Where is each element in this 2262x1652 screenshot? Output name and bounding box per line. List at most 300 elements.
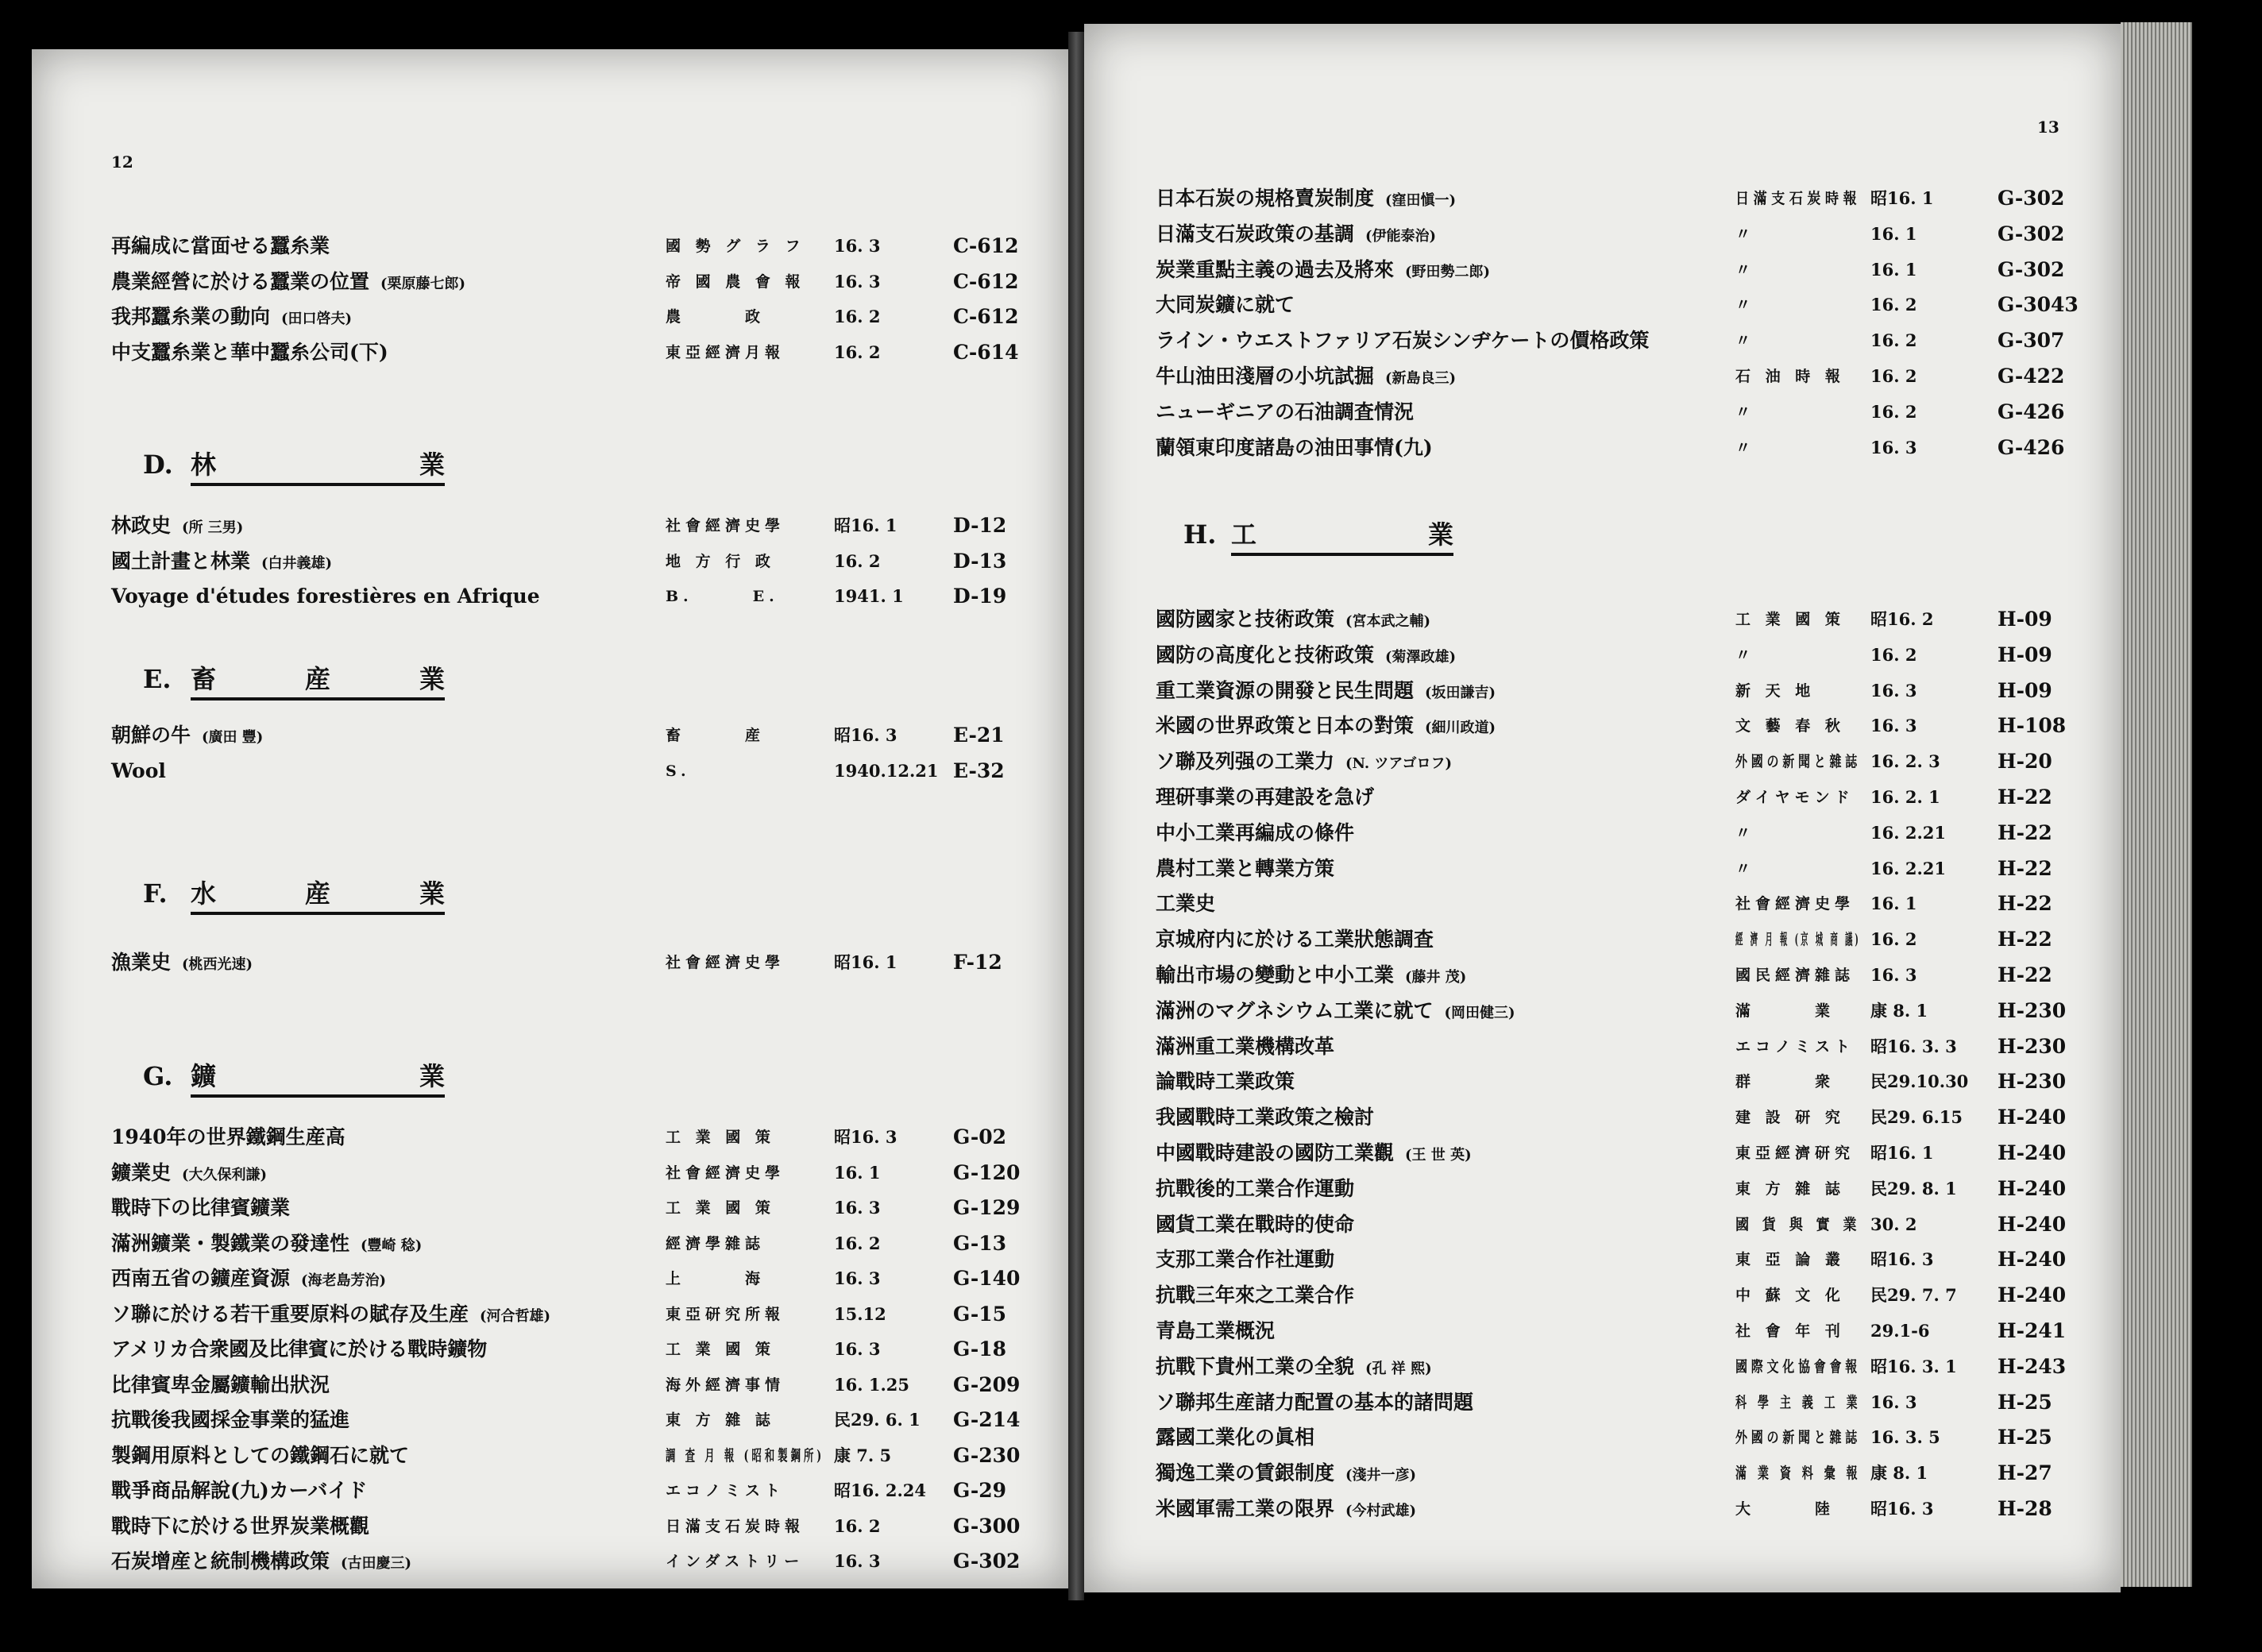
entry-source: 社 會 年 刊 bbox=[1735, 1322, 1845, 1340]
left-page-entries bbox=[32, 49, 1068, 1588]
entry-source: 工 業 國 策 bbox=[666, 1341, 775, 1358]
entry-code: H-243 bbox=[1998, 1354, 2067, 1378]
entry-title-wrap bbox=[1156, 817, 1354, 849]
section-name-char: 林 bbox=[191, 450, 217, 480]
entry-title-wrap bbox=[111, 1475, 367, 1507]
section-name-char: 業 bbox=[419, 450, 445, 480]
index-entry bbox=[32, 1369, 1068, 1401]
entry-title: 1940年の世界鐵鋼生産高 bbox=[111, 1125, 345, 1148]
entry-title-wrap bbox=[1156, 1422, 1314, 1453]
entry-title-wrap bbox=[1156, 675, 1496, 709]
entry-title-wrap bbox=[1156, 1493, 1416, 1527]
entry-date: 民29. 8. 1 bbox=[1870, 1178, 1957, 1198]
entry-title-wrap bbox=[1156, 254, 1490, 288]
index-entry bbox=[32, 510, 1068, 542]
index-entry bbox=[1084, 432, 2121, 464]
section-name-char: 産 bbox=[304, 878, 330, 909]
entry-source: 社會經濟史學 bbox=[666, 1164, 786, 1182]
entry-source: 帝 國 農 會 報 bbox=[666, 272, 805, 291]
index-entry bbox=[1084, 254, 2121, 286]
leader-dots bbox=[555, 1299, 635, 1330]
entry-title: ソ聯邦生産諸力配置の基本的諸問題 bbox=[1156, 1390, 1474, 1414]
entry-code: H-240 bbox=[1998, 1176, 2067, 1200]
entry-source: 社會經濟史學 bbox=[666, 954, 786, 971]
entry-date: 16. 3 bbox=[1870, 1391, 1917, 1412]
leader-dots bbox=[350, 1121, 635, 1153]
entry-source: 石 油 時 報 bbox=[1735, 368, 1845, 385]
entry-source: 海外經濟事情 bbox=[666, 1376, 786, 1394]
entry-title-wrap bbox=[111, 546, 332, 580]
leader-dots bbox=[354, 1404, 635, 1436]
leader-dots bbox=[1461, 183, 1712, 214]
entry-date: 16. 2 bbox=[834, 1233, 881, 1253]
entry-title-wrap bbox=[1156, 639, 1456, 674]
entry-code: G-209 bbox=[953, 1372, 1021, 1396]
leader-dots bbox=[1461, 639, 1712, 671]
entry-code: H-22 bbox=[1998, 820, 2052, 844]
entry-title: 滿洲のマグネシウム工業に就て bbox=[1156, 998, 1434, 1022]
entry-title: 國土計畫と林業 bbox=[111, 549, 251, 573]
entry-title: 我邦蠶糸業の動向 bbox=[111, 305, 271, 328]
entry-date: 16. 1 bbox=[1870, 223, 1917, 244]
entry-title: 日本石炭の規格賣炭制度 bbox=[1156, 187, 1375, 210]
entry-source: 中 蘇 文 化 bbox=[1735, 1287, 1845, 1305]
entry-date: 昭16. 3 bbox=[1870, 1499, 1934, 1519]
entry-date: 昭16. 1 bbox=[1870, 1143, 1934, 1163]
entry-title-wrap bbox=[1156, 1387, 1473, 1418]
leader-dots bbox=[268, 720, 635, 751]
entry-author: (田口啓夫) bbox=[281, 311, 353, 327]
index-entry bbox=[32, 337, 1068, 369]
entry-source: 東亞經濟研究 bbox=[1735, 1144, 1855, 1162]
entry-title: 蘭領東印度諸島の油田事情(九) bbox=[1156, 435, 1433, 459]
entry-date: 昭16. 1 bbox=[834, 952, 897, 972]
entry-title: 再編成に當面せる蠶糸業 bbox=[111, 234, 330, 257]
entry-title-wrap bbox=[111, 1511, 369, 1542]
entry-source: 外國の新聞と雜誌 bbox=[1735, 753, 1862, 771]
leader-dots bbox=[1379, 782, 1712, 813]
entry-author: (白井義雄) bbox=[261, 554, 333, 572]
page-edges bbox=[2121, 22, 2192, 1587]
entry-source: 〃 bbox=[1735, 646, 1756, 664]
entry-source: エコノミスト bbox=[1735, 1037, 1855, 1056]
entry-author: (宮本武之輔) bbox=[1345, 613, 1431, 630]
entry-source: 新 天 地 bbox=[1735, 681, 1816, 700]
entry-title-wrap bbox=[111, 337, 388, 369]
entry-date: 16. 3. 5 bbox=[1870, 1427, 1940, 1448]
leader-dots bbox=[272, 1157, 635, 1189]
entry-date: 16. 2 bbox=[1870, 644, 1917, 665]
entry-title-wrap bbox=[111, 1121, 345, 1153]
page-number-right: 13 bbox=[2037, 118, 2059, 137]
entry-title: Wool bbox=[111, 758, 166, 782]
entry-source: 工 業 國 策 bbox=[666, 1129, 775, 1146]
entry-code: H-09 bbox=[1998, 608, 2052, 631]
index-entry bbox=[1084, 888, 2121, 920]
entry-source: 上 海 bbox=[666, 1270, 766, 1287]
index-entry bbox=[32, 720, 1068, 751]
entry-title-wrap bbox=[1156, 853, 1334, 885]
index-entry bbox=[32, 1334, 1068, 1365]
entry-code: G-307 bbox=[1998, 329, 2065, 353]
leader-dots bbox=[334, 230, 635, 262]
section-name-char: 業 bbox=[1427, 519, 1453, 550]
entry-title-wrap bbox=[1156, 325, 1649, 357]
entry-code: H-22 bbox=[1998, 963, 2052, 986]
entry-code: G-426 bbox=[1998, 399, 2065, 423]
entry-code: G-15 bbox=[953, 1302, 1006, 1326]
leader-dots bbox=[1359, 817, 1712, 849]
entry-source: 文 藝 春 秋 bbox=[1735, 717, 1845, 735]
entry-title-wrap bbox=[1156, 1102, 1374, 1133]
index-entry bbox=[32, 1511, 1068, 1542]
leader-dots bbox=[1220, 888, 1712, 920]
entry-title-wrap bbox=[1156, 710, 1496, 744]
index-entry bbox=[32, 1440, 1068, 1472]
entry-code: G-3043 bbox=[1998, 293, 2079, 317]
index-entry bbox=[1084, 995, 2121, 1027]
index-entry bbox=[32, 1475, 1068, 1507]
entry-title-wrap bbox=[111, 1299, 550, 1333]
entry-code: H-22 bbox=[1998, 892, 2052, 916]
entry-date: 16. 3 bbox=[834, 1198, 881, 1218]
index-entry bbox=[1084, 710, 2121, 742]
entry-title: 國防國家と技術政策 bbox=[1156, 608, 1335, 631]
section-letter: H. bbox=[1183, 519, 1217, 550]
index-entry bbox=[32, 546, 1068, 577]
entry-code: H-22 bbox=[1998, 785, 2052, 809]
entry-author: (N. ツアゴロフ) bbox=[1345, 755, 1452, 773]
index-entry bbox=[1084, 782, 2121, 813]
entry-title: 理研事業の再建設を急げ bbox=[1156, 785, 1375, 809]
entry-title: 西南五省の鑛産資源 bbox=[111, 1267, 291, 1290]
right-page bbox=[1084, 24, 2121, 1592]
entry-code: H-25 bbox=[1998, 1426, 2052, 1449]
index-entry bbox=[1084, 325, 2121, 357]
entry-title-wrap bbox=[1156, 924, 1434, 955]
entry-title: 獨逸工業の賃銀制度 bbox=[1156, 1461, 1335, 1485]
entry-title: 國貨工業在戰時的使命 bbox=[1156, 1212, 1355, 1236]
section-letter: F. bbox=[143, 878, 168, 909]
entry-date: 16. 2 bbox=[1870, 330, 1917, 351]
entry-title-wrap bbox=[111, 947, 253, 981]
entry-author: (孔 祥 熙) bbox=[1365, 1360, 1432, 1377]
index-entry bbox=[32, 1299, 1068, 1330]
leader-dots bbox=[1461, 361, 1712, 392]
entry-date: 16. 1 bbox=[1870, 259, 1917, 280]
entry-author: (野田勢二郎) bbox=[1405, 263, 1491, 280]
entry-title: ソ聯に於ける若干重要原料の賦存及生産 bbox=[111, 1302, 469, 1326]
entry-title-wrap bbox=[111, 755, 166, 787]
entry-code: G-300 bbox=[953, 1514, 1021, 1538]
entry-source: 工 業 國 策 bbox=[666, 1199, 775, 1217]
entry-title: 石炭增産と統制機構政策 bbox=[111, 1550, 330, 1573]
index-entry bbox=[1084, 289, 2121, 321]
entry-date: 16. 1 bbox=[834, 1162, 881, 1183]
entry-title-wrap bbox=[111, 510, 243, 544]
leader-dots bbox=[1500, 710, 1712, 742]
leader-dots bbox=[1299, 1066, 1712, 1098]
entry-author: (藤井 茂) bbox=[1405, 969, 1467, 986]
leader-dots bbox=[1435, 604, 1712, 635]
index-entry bbox=[1084, 183, 2121, 214]
entry-title: 中國戰時建設の國防工業觀 bbox=[1156, 1141, 1395, 1164]
leader-dots bbox=[357, 301, 635, 333]
entry-title-wrap bbox=[111, 1404, 349, 1436]
entry-title-wrap bbox=[1156, 183, 1456, 217]
index-entry bbox=[32, 755, 1068, 787]
index-entry bbox=[1084, 396, 2121, 428]
leader-dots bbox=[492, 1334, 635, 1365]
entry-code: C-612 bbox=[953, 269, 1019, 293]
entry-author: (細川政道) bbox=[1425, 720, 1496, 737]
section-name bbox=[191, 661, 445, 701]
entry-title-wrap bbox=[1156, 1209, 1354, 1241]
index-entry bbox=[32, 1157, 1068, 1189]
index-entry bbox=[1084, 639, 2121, 671]
entry-source: 國 貨 與 實 業 bbox=[1735, 1215, 1861, 1233]
entry-source: 日滿支石炭時報 bbox=[1735, 190, 1862, 207]
entry-date: 16. 3 bbox=[1870, 680, 1917, 701]
leader-dots bbox=[1495, 254, 1712, 286]
entry-source: 東亞經濟月報 bbox=[666, 343, 786, 361]
entry-date: 16. 3 bbox=[1870, 965, 1917, 985]
entry-date: 16. 2.21 bbox=[1870, 822, 1946, 843]
entry-source: 農 政 bbox=[666, 308, 766, 326]
entry-date: 16. 1 bbox=[1870, 894, 1917, 914]
entry-title-wrap bbox=[1156, 995, 1515, 1029]
index-entry bbox=[32, 947, 1068, 978]
entry-code: D-12 bbox=[953, 514, 1007, 537]
entry-date: 16. 2. 3 bbox=[1870, 751, 1940, 772]
entry-title: 抗戰三年來之工業合作 bbox=[1156, 1283, 1355, 1307]
entry-title: 戰時下に於ける世界炭業概觀 bbox=[111, 1514, 370, 1538]
entry-date: 29.1-6 bbox=[1870, 1321, 1930, 1341]
index-entry bbox=[32, 1546, 1068, 1577]
entry-source: 〃 bbox=[1735, 403, 1756, 421]
entry-source: 工 業 國 策 bbox=[1735, 611, 1845, 628]
entry-date: 30. 2 bbox=[1870, 1214, 1917, 1234]
index-entry bbox=[1084, 924, 2121, 955]
leader-dots bbox=[1339, 1244, 1712, 1276]
entry-title-wrap bbox=[111, 1546, 411, 1580]
entry-code: H-22 bbox=[1998, 856, 2052, 880]
entry-date: 昭16. 1 bbox=[1870, 188, 1934, 208]
entry-code: H-25 bbox=[1998, 1390, 2052, 1414]
index-entry bbox=[32, 1192, 1068, 1224]
leader-dots bbox=[1478, 1387, 1712, 1418]
leader-dots bbox=[334, 1369, 635, 1401]
index-entry bbox=[1084, 1137, 2121, 1169]
leader-dots bbox=[1457, 746, 1712, 778]
entry-title: 國防の高度化と技術政策 bbox=[1156, 643, 1375, 666]
entry-title-wrap bbox=[1156, 888, 1215, 920]
entry-date: 16. 1.25 bbox=[834, 1374, 909, 1395]
section-name-char: 業 bbox=[419, 1061, 445, 1091]
leader-dots bbox=[1419, 396, 1712, 428]
index-entry bbox=[1084, 1066, 2121, 1098]
entry-title: 重工業資源の開發と民生問題 bbox=[1156, 678, 1415, 702]
entry-code: G-230 bbox=[953, 1443, 1021, 1467]
entry-code: H-20 bbox=[1998, 750, 2052, 774]
entry-date: 16. 2.21 bbox=[1870, 858, 1946, 878]
section-name bbox=[191, 1058, 445, 1098]
entry-author: (河合哲雄) bbox=[480, 1307, 551, 1325]
leader-dots bbox=[1441, 218, 1712, 250]
entry-title: 青島工業概況 bbox=[1156, 1319, 1276, 1342]
section-name-char: 業 bbox=[419, 878, 445, 909]
entry-title-wrap bbox=[111, 1192, 290, 1224]
entry-title: 抗戰後的工業合作運動 bbox=[1156, 1176, 1355, 1200]
leader-dots bbox=[414, 1440, 635, 1472]
entry-code: E-21 bbox=[953, 724, 1005, 747]
index-entry bbox=[1084, 1422, 2121, 1453]
entry-title: Voyage d'études forestières en Afrique bbox=[111, 585, 540, 608]
entry-title-wrap bbox=[1156, 1173, 1354, 1205]
entry-title-wrap bbox=[1156, 1244, 1334, 1276]
entry-title-wrap bbox=[111, 720, 263, 754]
entry-title-wrap bbox=[1156, 959, 1466, 994]
leader-dots bbox=[1319, 1422, 1712, 1453]
section-name bbox=[191, 875, 445, 915]
entry-date: 昭16. 1 bbox=[834, 515, 897, 535]
entry-source: 東亞研究所報 bbox=[666, 1305, 786, 1323]
entry-author: (大久保利謙) bbox=[182, 1166, 268, 1183]
entry-source: 國民經濟雜誌 bbox=[1735, 967, 1855, 984]
section-name-char: 工 bbox=[1231, 519, 1257, 550]
entry-title-wrap bbox=[1156, 396, 1414, 428]
entry-title-wrap bbox=[1156, 1457, 1416, 1492]
entry-date: 1941. 1 bbox=[834, 586, 904, 606]
section-name-char: 畜 bbox=[191, 664, 217, 694]
entry-title: 工業史 bbox=[1156, 892, 1216, 916]
entry-title-wrap bbox=[1156, 604, 1430, 638]
entry-date: 16. 3 bbox=[834, 1551, 881, 1571]
entry-source: 群 衆 bbox=[1735, 1073, 1835, 1091]
entry-title-wrap bbox=[111, 1334, 487, 1365]
entry-source: 科 學 主 義 工 業 bbox=[1735, 1393, 1862, 1411]
leader-dots bbox=[1359, 1173, 1712, 1205]
entry-code: C-614 bbox=[953, 340, 1019, 364]
leader-dots bbox=[1437, 1351, 1712, 1383]
entry-title-wrap bbox=[1156, 746, 1452, 780]
leader-dots bbox=[1299, 289, 1712, 321]
entry-title: 京城府内に於ける工業狀態調査 bbox=[1156, 928, 1434, 951]
leader-dots bbox=[337, 546, 635, 577]
entry-source: 〃 bbox=[1735, 261, 1756, 279]
entry-date: 16. 2 bbox=[1870, 366, 1917, 386]
entry-date: 15.12 bbox=[834, 1303, 886, 1324]
section-name bbox=[191, 446, 445, 486]
leader-dots bbox=[1500, 675, 1712, 707]
leader-dots bbox=[1476, 1137, 1712, 1169]
entry-title: 輸出市場の變動と中小工業 bbox=[1156, 963, 1395, 986]
leader-dots bbox=[393, 337, 635, 369]
entry-title: 我國戰時工業政策之檢討 bbox=[1156, 1106, 1375, 1129]
entry-author: (新島良三) bbox=[1385, 370, 1457, 387]
section-name-char: 産 bbox=[304, 664, 330, 694]
entry-title-wrap bbox=[111, 581, 540, 612]
leader-dots bbox=[1421, 1493, 1712, 1525]
entry-title: 中支蠶糸業と華中蠶糸公司(下) bbox=[111, 340, 388, 364]
entry-code: G-422 bbox=[1998, 365, 2065, 388]
entry-title-wrap bbox=[111, 1263, 386, 1297]
leader-dots bbox=[545, 581, 635, 612]
entry-date: 16. 3 bbox=[834, 271, 881, 291]
leader-dots bbox=[372, 1475, 635, 1507]
leader-dots bbox=[171, 755, 635, 787]
entry-date: 康 8. 1 bbox=[1870, 1463, 1928, 1484]
entry-code: G-214 bbox=[953, 1408, 1021, 1431]
entry-title: 戰爭商品解說(九)カーバイド bbox=[111, 1479, 368, 1502]
index-entry bbox=[1084, 1031, 2121, 1063]
entry-date: 康 7. 5 bbox=[834, 1445, 892, 1465]
entry-title: 比律賓卑金屬鑛輸出狀況 bbox=[111, 1372, 330, 1396]
index-entry bbox=[32, 230, 1068, 262]
entry-source: ダイヤモンド bbox=[1735, 789, 1855, 806]
entry-title: 戰時下の比律賓鑛業 bbox=[111, 1196, 291, 1219]
entry-code: H-28 bbox=[1998, 1497, 2052, 1520]
entry-title-wrap bbox=[111, 1228, 422, 1262]
entry-title-wrap bbox=[111, 230, 330, 262]
entry-author: (海老島芳治) bbox=[301, 1272, 387, 1289]
leader-dots bbox=[1379, 1102, 1712, 1133]
entry-date: 16. 2 bbox=[1870, 295, 1917, 315]
entry-date: 昭16. 3 bbox=[834, 1127, 897, 1147]
leader-dots bbox=[1339, 1031, 1712, 1063]
entry-code: C-612 bbox=[953, 305, 1019, 328]
entry-source: 東 方 雜 誌 bbox=[1735, 1179, 1845, 1198]
entry-title: 林政史 bbox=[111, 514, 172, 537]
entry-code: H-09 bbox=[1998, 678, 2052, 702]
entry-source: 國 勢 グ ラ フ bbox=[666, 237, 805, 255]
entry-title: 滿洲鑛業・製鐵業の發達性 bbox=[111, 1231, 350, 1255]
entry-title-wrap bbox=[111, 1440, 409, 1472]
entry-title: 論戰時工業政策 bbox=[1156, 1070, 1295, 1094]
entry-date: 昭16. 2 bbox=[1870, 609, 1934, 629]
index-entry bbox=[1084, 675, 2121, 707]
index-entry bbox=[32, 1228, 1068, 1260]
entry-source: 〃 bbox=[1735, 225, 1756, 243]
entry-date: 16. 3 bbox=[834, 1339, 881, 1359]
entry-author: (窪田愼一) bbox=[1385, 192, 1457, 209]
index-entry bbox=[1084, 1280, 2121, 1311]
entry-code: G-302 bbox=[1998, 257, 2065, 281]
entry-title: 米國の世界政策と日本の對策 bbox=[1156, 714, 1415, 738]
leader-dots bbox=[1438, 924, 1712, 955]
entry-title: 鑛業史 bbox=[111, 1160, 172, 1184]
index-entry bbox=[1084, 1244, 2121, 1276]
index-entry bbox=[1084, 1209, 2121, 1241]
entry-code: H-240 bbox=[1998, 1141, 2067, 1164]
leader-dots bbox=[1359, 1280, 1712, 1311]
entry-source: 外國の新聞と雜誌 bbox=[1735, 1429, 1862, 1447]
leader-dots bbox=[470, 266, 635, 298]
leader-dots bbox=[1520, 995, 1712, 1027]
entry-source: エコノミスト bbox=[666, 1482, 786, 1500]
entry-title-wrap bbox=[1156, 361, 1456, 395]
section-name-char: 業 bbox=[419, 664, 445, 694]
index-entry bbox=[1084, 1351, 2121, 1383]
leader-dots bbox=[248, 510, 635, 542]
entry-code: H-240 bbox=[1998, 1106, 2067, 1129]
index-entry bbox=[32, 1263, 1068, 1295]
entry-date: 民29. 6.15 bbox=[1870, 1107, 1963, 1128]
entry-title: 大同炭鑛に就て bbox=[1156, 293, 1295, 317]
entry-title: 製鋼用原料としての鐵鋼石に就て bbox=[111, 1443, 410, 1467]
entry-title-wrap bbox=[1156, 1315, 1275, 1347]
entry-source: 經濟學雜誌 bbox=[666, 1234, 766, 1253]
